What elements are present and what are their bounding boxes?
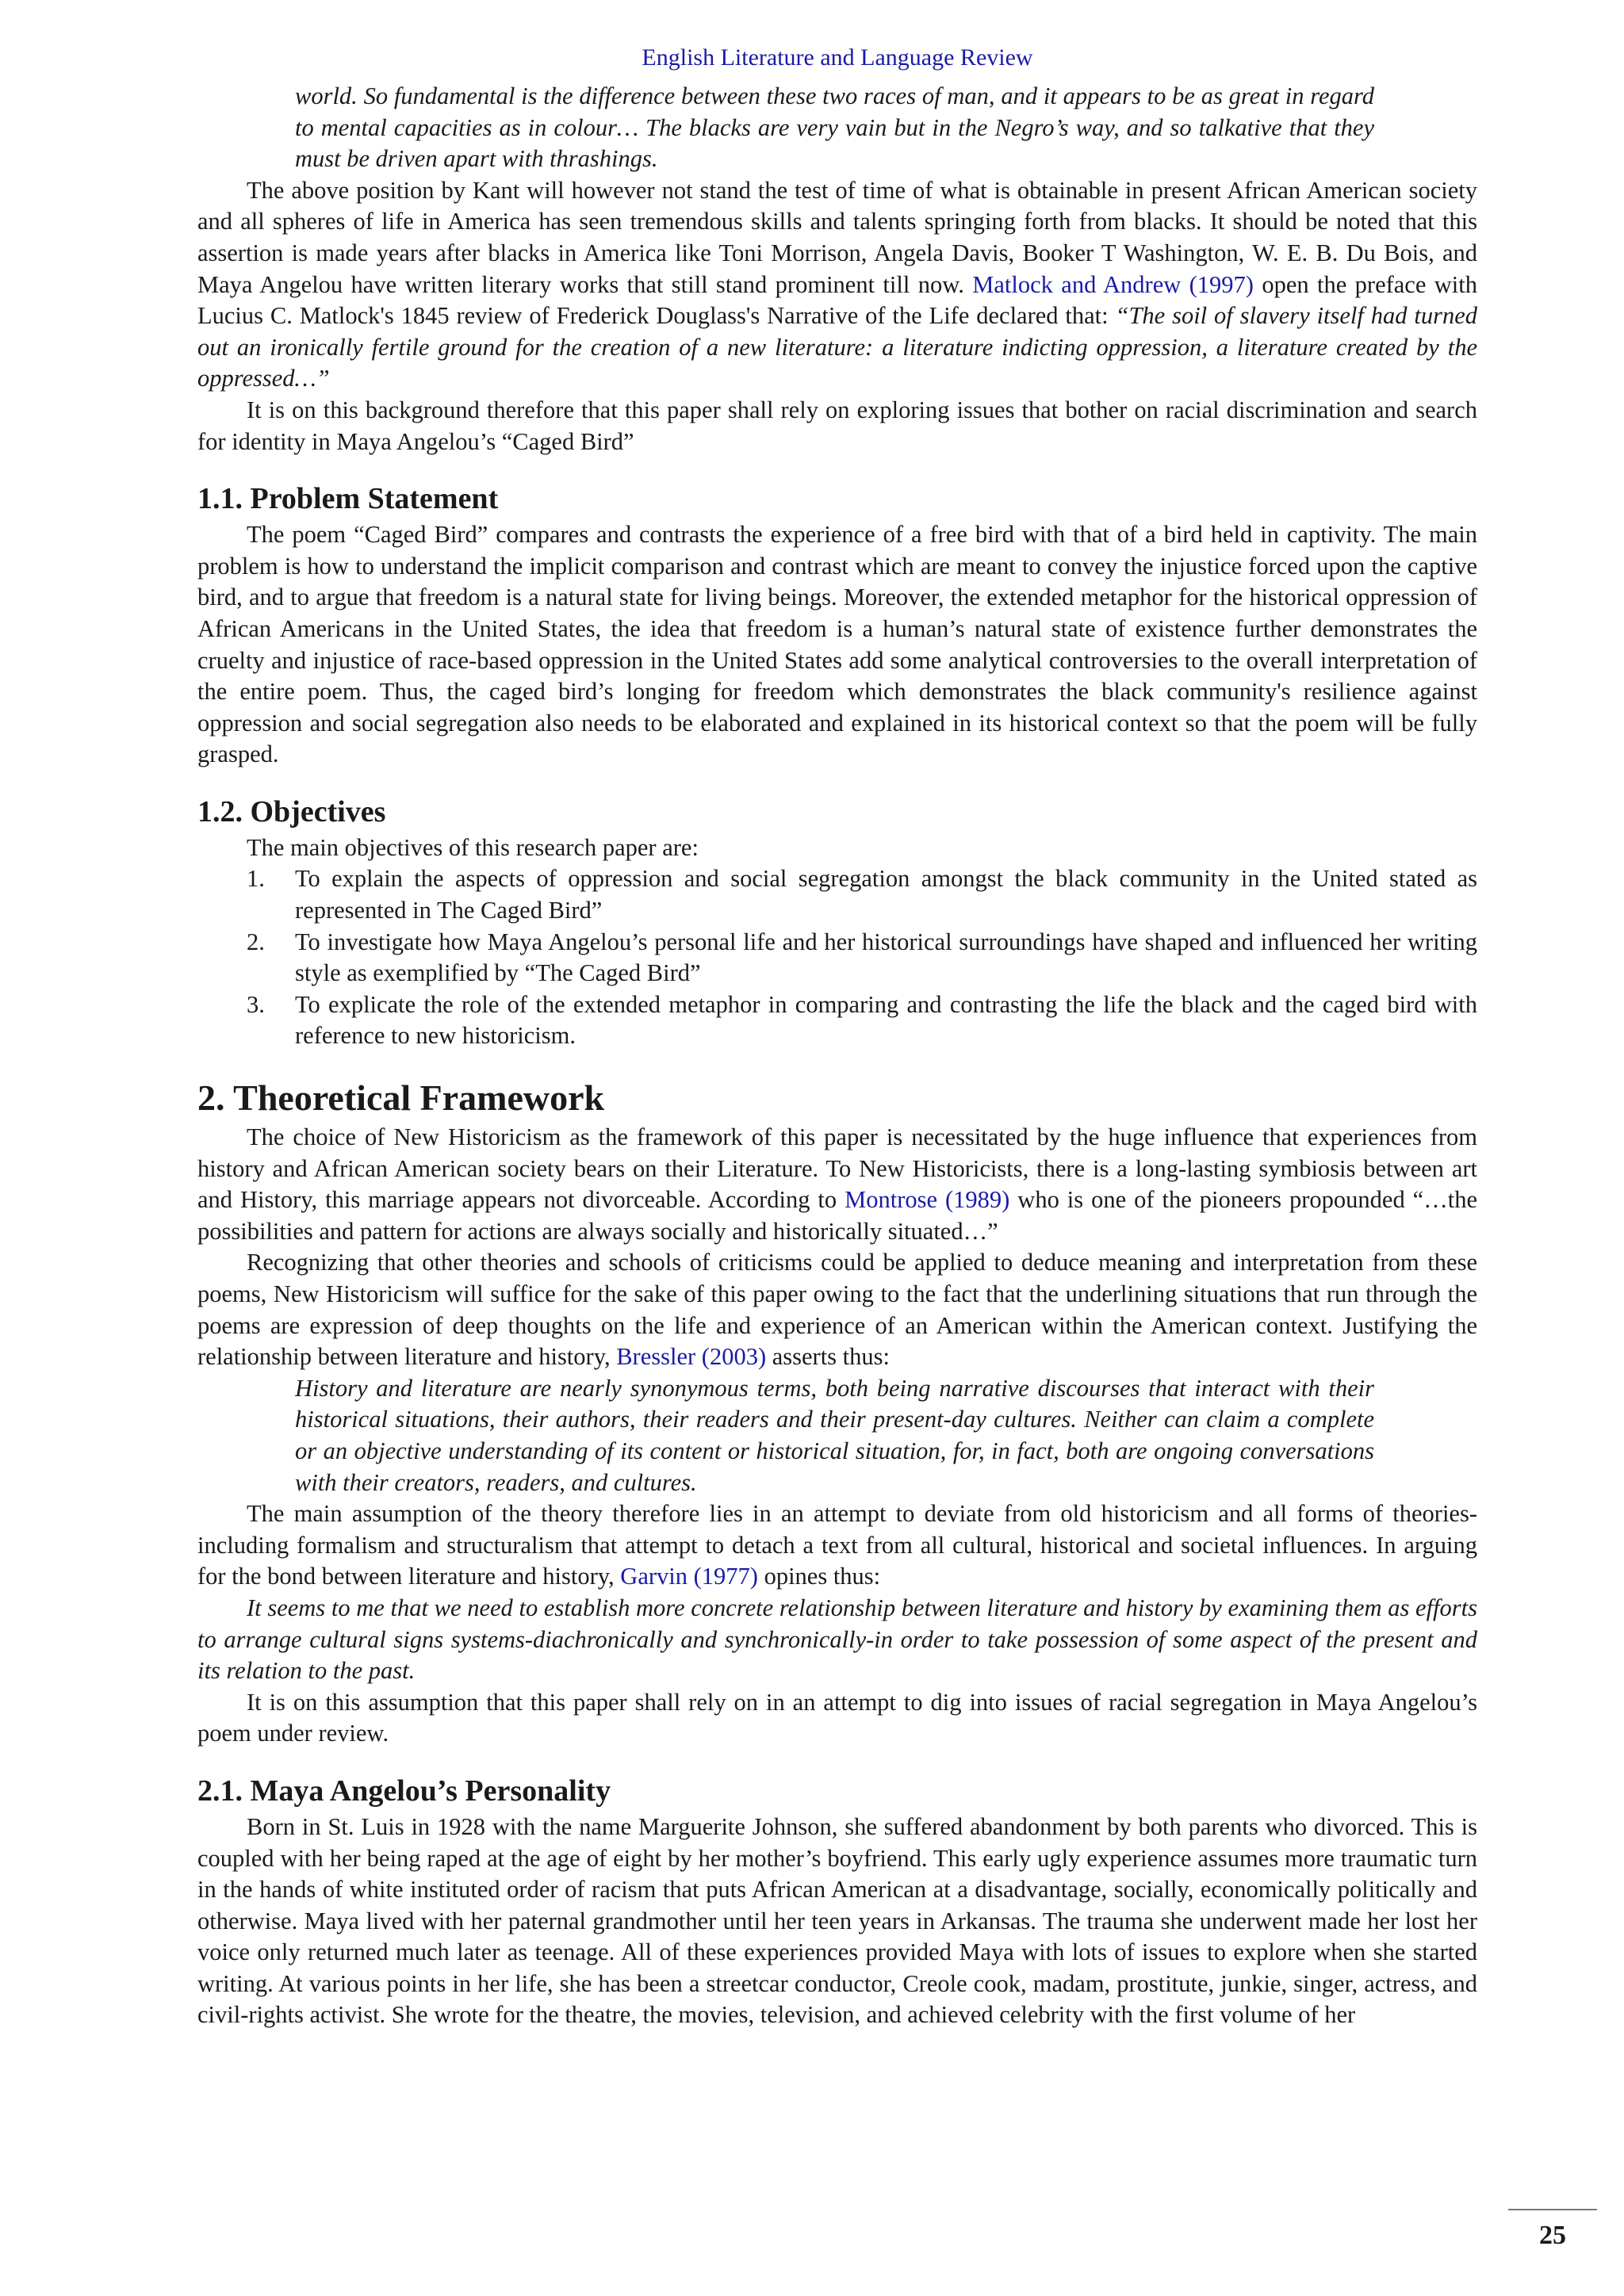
text-segment: The choice of New Historicism as the framework of this paper is necessitated by the huge influence that experiences from history and African American society bears on their Literature. To New Historicists, there is a long-lasting symbiosis between art and History, this marriage appears not divorceable. According to — [197, 1123, 1477, 1214]
text-segment: Recognizing that other theories and schools of criticisms could be applied to deduce meaning and interpretation from these poems, New Historicism will suffice for the sake of this paper owing to the fact that the underlining situations that run through the poems are expression of deep thoughts on the life and experience of an American within the American context. Justifying the relationship between literature and history, — [197, 1249, 1477, 1371]
paragraph-main-assumption — [197, 1498, 1477, 1593]
text-segment: open the preface with Lucius C. Matlock's 1845 review of Frederick Douglass's Narrative of the Life declared that: — [197, 270, 1477, 330]
block-quote-bressler: History and literature are nearly synonymous terms, both being narrative discourses that interact with their historical situations, their authors, their readers and their present-day cultures. Neither can claim a complete or an objective understanding of its content or historical situation, for, in fact, both are ongoing conversations with their creators, readers, and cultures. — [295, 1374, 1374, 1496]
citation-link-matlock[interactable]: Matlock and Andrew (1997) — [972, 270, 1254, 298]
paragraph-background: It is on this background therefore that this paper shall rely on exploring issues that bother on racial discrimination and search for identity in Maya Angelou’s “Caged Bird” — [197, 396, 1477, 455]
paragraph-objectives-intro: The main objectives of this research paper are: — [247, 833, 699, 861]
page-number: 25 — [1539, 2221, 1566, 2250]
citation-link-bressler[interactable]: Bressler (2003) — [616, 1343, 767, 1371]
heading-maya-personality: 2.1. Maya Angelou’s Personality — [197, 1774, 611, 1808]
paragraph-maya-personality: Born in St. Luis in 1928 with the name Marguerite Johnson, she suffered abandonment by both parents who divorced. This is coupled with her being raped at the age of eight by her mother’s boyfriend. This early ugly experience assumes more traumatic turn in the hands of white instituted order of racism that puts African American at a disadvantage, socially, economically politically and otherwise. Maya lived with her paternal grandmother until her teen years in Arkansas. The trauma she underwent made her lost her voice only returned much later as teenage. All of these experiences provided Maya with lots of issues to explore when she started writing. At various points in her life, she has been a streetcar conductor, Creole cook, madam, prostitute, junkie, singer, actress, and civil-rights activist. She wrote for the theatre, the movies, television, and achieved celebrity with the first volume of her — [197, 1812, 1477, 2029]
block-quote-garvin: It seems to me that we need to establish more concrete relationship between literature and history by examining them as efforts to arrange cultural signs systems-diachronically and synchronically-in order to take possession of some aspect of the present and its relation to the past. — [197, 1594, 1477, 1685]
list-text: To investigate how Maya Angelou’s personal life and her historical surroundings have shaped and influenced her writing style as exemplified by “The Caged Bird” — [295, 928, 1477, 987]
running-head: English Literature and Language Review — [642, 44, 1033, 71]
citation-link-garvin[interactable]: Garvin (1977) — [620, 1563, 758, 1590]
text-segment: The above position by Kant will however not stand the test of time of what is obtainable in present African American society and all spheres of life in America has seen tremendous skills and talents springing forth from blacks. It should be noted that this assertion is made years after blacks in America like Toni Morrison, Angela Davis, Booker T Washington, W. E. B. Du Bois, and Maya Angelou have written literary works that still stand prominent till now. — [197, 176, 1477, 298]
block-quote-kant: world. So fundamental is the difference between these two races of man, and it appears to be as great in regard to mental capacities as in colour… The blacks are very vain but in the Negro’s way, and so talkative that they must be driven apart with thrashings. — [295, 82, 1374, 173]
paragraph-kant-response — [197, 175, 1477, 395]
list-number: 1. — [247, 865, 265, 893]
heading-problem-statement: 1.1. Problem Statement — [197, 482, 499, 516]
list-item — [197, 927, 1477, 989]
list-item — [197, 863, 1477, 926]
inline-quote-matlock: “The soil of slavery itself had turned out an ironically fertile ground for the creation of a new literature: a literature indicting oppression, a literature created by the oppressed…” — [197, 302, 1477, 392]
text-segment: who is one of the pioneers propounded “…the possibilities and pattern for actions are always socially and historically situated…” — [197, 1186, 1477, 1245]
paragraph-problem-statement: The poem “Caged Bird” compares and contrasts the experience of a free bird with that of a bird held in captivity. The main problem is how to understand the implicit comparison and contrast which are meant to convey the injustice forced upon the captive bird, and to argue that freedom is a natural state for living beings. Moreover, the extended metaphor for the historical oppression of African Americans in the United States, the idea that freedom is a human’s natural state of existence further demonstrates the cruelty and injustice of race-based oppression in the United States add some analytical controversies to the overall interpretation of the entire poem. Thus, the caged bird’s longing for freedom which demonstrates the black community's resilience against oppression and social segregation also needs to be elaborated and explained in its historical context so that the poem will be fully grasped. — [197, 521, 1477, 768]
citation-link-montrose[interactable]: Montrose (1989) — [845, 1186, 1010, 1214]
list-item — [197, 989, 1477, 1052]
objectives-list — [197, 863, 1477, 1052]
list-text: To explicate the role of the extended metaphor in comparing and contrasting the life the black and the caged bird with reference to new historicism. — [295, 990, 1477, 1050]
heading-objectives: 1.2. Objectives — [197, 794, 386, 828]
text-segment: asserts thus: — [766, 1343, 890, 1371]
list-text: To explain the aspects of oppression and social segregation amongst the black community in the United stated as represented in The Caged Bird” — [295, 865, 1477, 924]
paper-page — [197, 44, 1477, 2031]
list-number: 2. — [247, 928, 265, 955]
paragraph-assumption-conclusion: It is on this assumption that this paper shall rely on in an attempt to dig into issues of racial segregation in Maya Angelou’s poem under review. — [197, 1688, 1477, 1747]
list-number: 3. — [247, 990, 265, 1018]
paragraph-recognizing — [197, 1247, 1477, 1372]
footer-rule — [1508, 2209, 1597, 2210]
text-segment: The main assumption of the theory therefore lies in an attempt to deviate from old historicism and all forms of theories-including formalism and structuralism that attempt to detach a text from all cultural, historical and societal influences. In arguing for the bond between literature and history, — [197, 1500, 1477, 1590]
text-segment: opines thus: — [757, 1563, 881, 1590]
heading-theoretical-framework: 2. Theoretical Framework — [197, 1077, 605, 1119]
paragraph-new-historicism — [197, 1122, 1477, 1247]
